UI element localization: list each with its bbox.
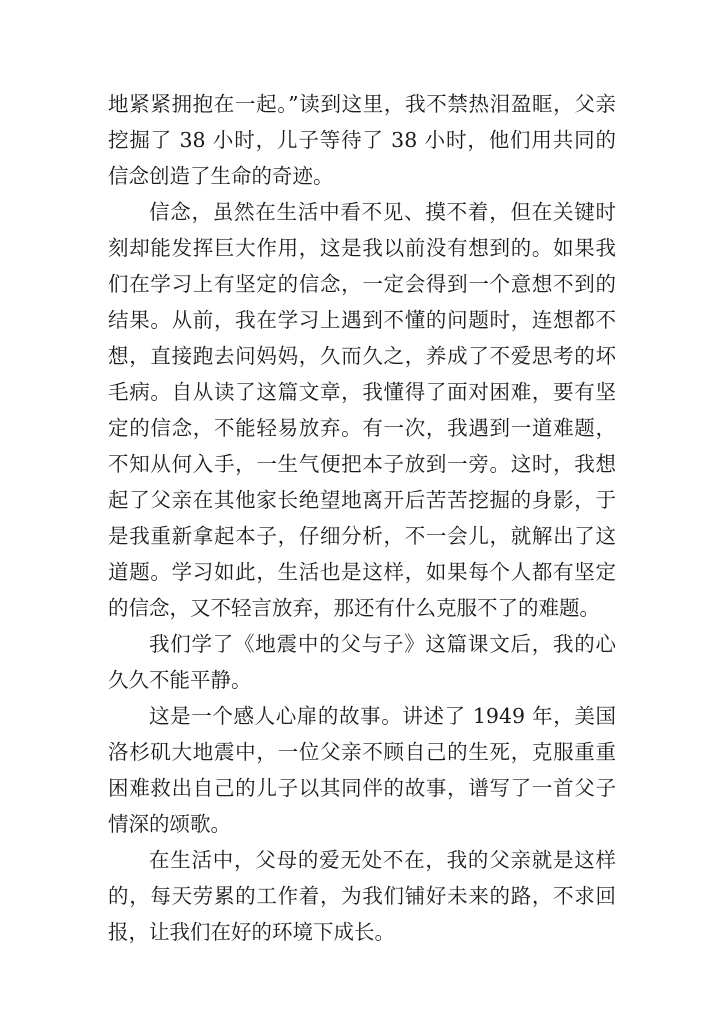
paragraph-continuation: 地紧紧拥抱在一起。”读到这里，我不禁热泪盈眶，父亲挖掘了 38 小时，儿子等待了 38 小时，他们用共同的信念创造了生命的奇迹。 (108, 92, 616, 188)
paragraph-belief: 信念，虽然在生活中看不见、摸不着，但在关键时刻却能发挥巨大作用，这是我以前没有想到的。如果我们在学习上有坚定的信念，一定会得到一个意想不到的结果。从前，我在学习上遇到不懂的问题时，连想都不想，直接跑去问妈妈，久而久之，养成了不爱思考的坏毛病。自从读了这篇文章，我懂得了面对困难，要有坚定的信念，不能轻易放弃。有一次，我遇到一道难题，不知从何入手，一生气便把本子放到一旁。这时，我想起了父亲在其他家长绝望地离开后苦苦挖掘的身影，于是我重新拿起本子，仔细分析，不一会儿，就解出了这道题。学习如此，生活也是这样，如果每个人都有坚定的信念，又不轻言放弃，那还有什么克服不了的难题。 (108, 200, 616, 620)
paragraph-story-summary: 这是一个感人心扉的故事。讲述了 1949 年，美国洛杉矶大地震中，一位父亲不顾自己的生死，克服重重困难救出自己的儿子以其同伴的故事，谱写了一首父子情深的颂歌。 (108, 704, 616, 836)
document-page (108, 86, 616, 950)
paragraph-my-father: 在生活中，父母的爱无处不在，我的父亲就是这样的，每天劳累的工作着，为我们铺好未来的路，不求回报，让我们在好的环境下成长。 (108, 848, 616, 944)
paragraph-lesson-intro: 我们学了《地震中的父与子》这篇课文后，我的心久久不能平静。 (108, 632, 616, 692)
